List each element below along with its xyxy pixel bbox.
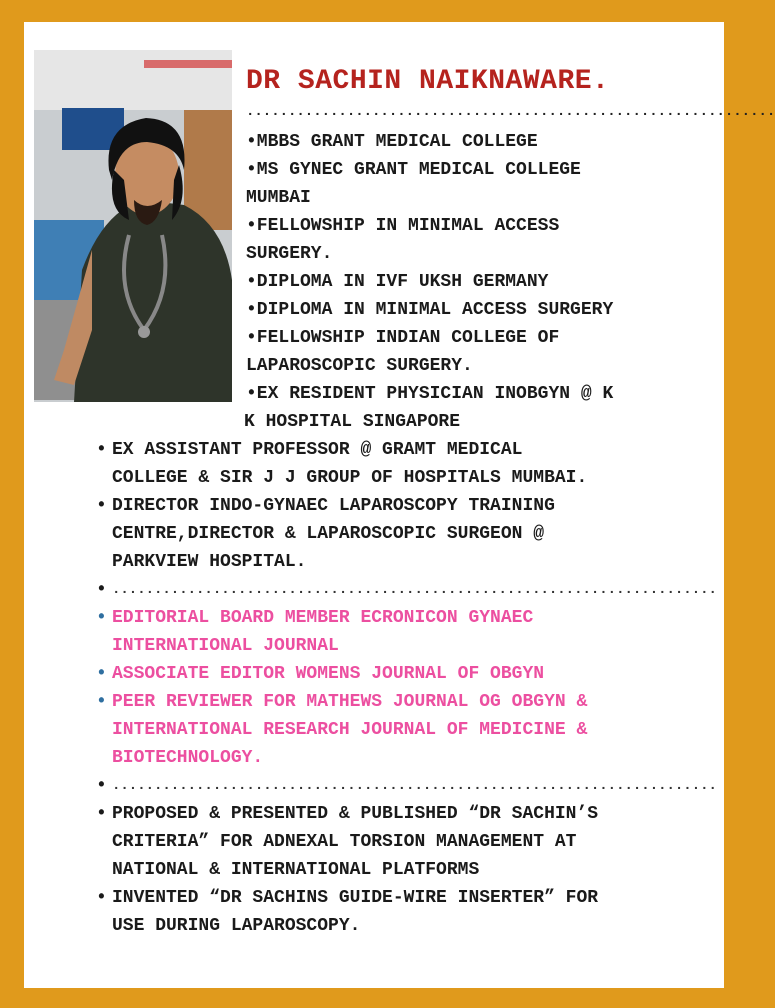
editorial-line: BIOTECHNOLOGY.: [112, 748, 264, 768]
qualification-line: •MBBS GRANT MEDICAL COLLEGE: [246, 132, 538, 152]
bullet-icon: •: [96, 776, 107, 796]
achievements-line: PROPOSED & PRESENTED & PUBLISHED “DR SACHIN’S: [112, 804, 599, 824]
bullet-icon: •: [96, 440, 107, 460]
dotted-separator: ........................................................................: [112, 778, 717, 794]
achievements-line: CRITERIA” FOR ADNEXAL TORSION MANAGEMENT AT: [112, 832, 577, 852]
profile-photo: [34, 50, 232, 402]
editorial-line: ASSOCIATE EDITOR WOMENS JOURNAL OF OBGYN: [112, 664, 545, 684]
qualification-line: •MS GYNEC GRANT MEDICAL COLLEGE: [246, 160, 581, 180]
bullet-icon: •: [96, 580, 107, 600]
qualification-line: K HOSPITAL SINGAPORE: [244, 412, 461, 432]
separator-line: ...............................................................: [246, 104, 775, 120]
editorial-line: INTERNATIONAL JOURNAL: [112, 636, 339, 656]
bullet-icon: •: [96, 664, 107, 684]
qualification-line: MUMBAI: [246, 188, 311, 208]
bullet-icon: •: [96, 608, 107, 628]
qualification-line: SURGERY.: [246, 244, 333, 264]
achievements-line: INVENTED “DR SACHINS GUIDE-WIRE INSERTER” FOR: [112, 888, 599, 908]
roles-line: PARKVIEW HOSPITAL.: [112, 552, 307, 572]
editorial-line: PEER REVIEWER FOR MATHEWS JOURNAL OG OBGYN &: [112, 692, 588, 712]
roles-line: CENTRE,DIRECTOR & LAPAROSCOPIC SURGEON @: [112, 524, 545, 544]
achievements-line: USE DURING LAPAROSCOPY.: [112, 916, 361, 936]
bullet-icon: •: [96, 692, 107, 712]
qualification-line: •DIPLOMA IN MINIMAL ACCESS SURGERY: [246, 300, 614, 320]
qualification-line: •EX RESIDENT PHYSICIAN INOBGYN @ K: [246, 384, 614, 404]
roles-line: EX ASSISTANT PROFESSOR @ GRAMT MEDICAL: [112, 440, 523, 460]
achievements-line: NATIONAL & INTERNATIONAL PLATFORMS: [112, 860, 480, 880]
bullet-icon: •: [96, 804, 107, 824]
roles-line: DIRECTOR INDO-GYNAEC LAPAROSCOPY TRAINING: [112, 496, 555, 516]
doctor-name: DR SACHIN NAIKNAWARE.: [246, 66, 610, 97]
qualification-line: •DIPLOMA IN IVF UKSH GERMANY: [246, 272, 549, 292]
editorial-line: EDITORIAL BOARD MEMBER ECRONICON GYNAEC: [112, 608, 534, 628]
dotted-separator: ........................................................................: [112, 582, 717, 598]
roles-line: COLLEGE & SIR J J GROUP OF HOSPITALS MUMBAI.: [112, 468, 588, 488]
qualification-line: LAPAROSCOPIC SURGERY.: [246, 356, 473, 376]
bullet-icon: •: [96, 888, 107, 908]
qualification-line: •FELLOWSHIP IN MINIMAL ACCESS: [246, 216, 560, 236]
bullet-icon: •: [96, 496, 107, 516]
qualification-line: •FELLOWSHIP INDIAN COLLEGE OF: [246, 328, 560, 348]
editorial-line: INTERNATIONAL RESEARCH JOURNAL OF MEDICINE &: [112, 720, 588, 740]
